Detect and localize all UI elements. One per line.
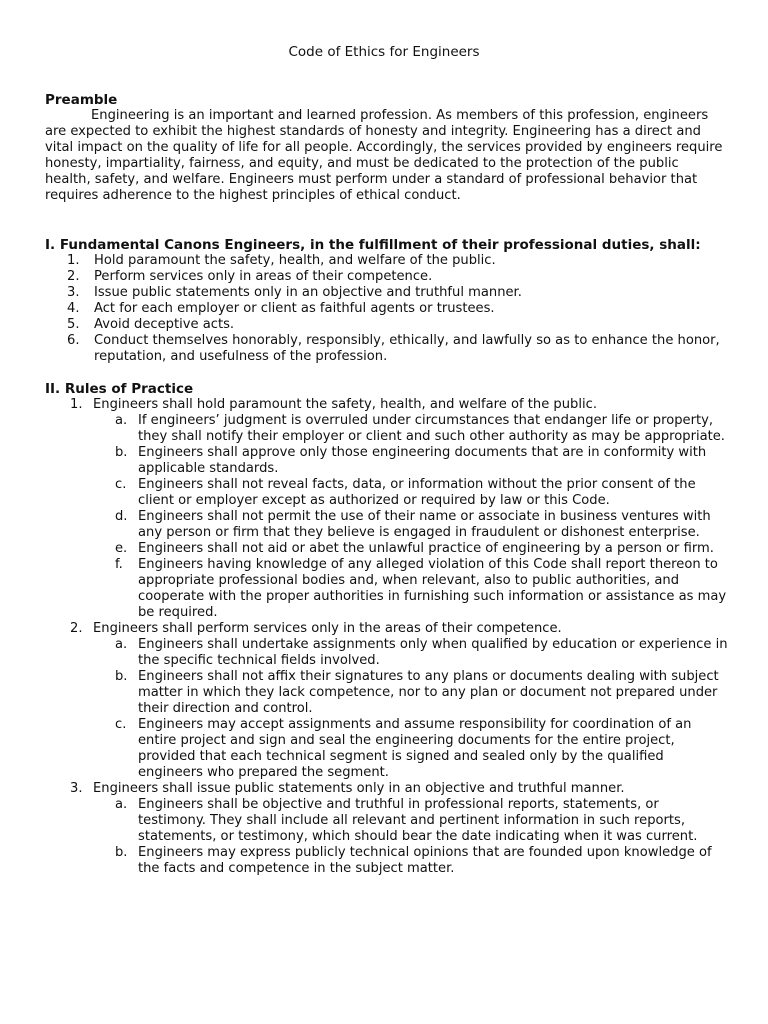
list-item: b. Engineers may express publicly technical opinions that are founded upon knowledge of the facts and competence in the subject matter. [115,845,712,876]
canons-heading: I. Fundamental Canons Engineers, in the fulfillment of their professional duties, shall: [45,237,701,253]
sub-list [115,797,728,877]
list-item: b. Engineers shall approve only those engineering documents that are in conformity with applicable standards. [115,445,707,476]
list-item: 1. Engineers shall hold paramount the safety, health, and welfare of the public. a. If engineers’ judgment is overruled under circumstances that endanger life or property, they shall notify their employer or client and such other authority as may be appropriate. b. Engineers shall approve only those engineering documents that are in conformity with applicable standards. c. Engineers shall not reveal facts, data, or information without the prior consent of the client or employer except as authorized or required by law or this Code. d. Engineers shall not permit the use of their name or associate in business ventures with any person or firm that they believe is engaged in fraudulent or dishonest enterprise. e. Engineers shall not aid or abet the unlawful practice of engineering by a person or firm. f. Engineers having knowledge of any alleged violation of this Code shall report thereon to appropriate professional bodies and, when relevant, also to public authorities, and cooperate with the proper authorities in furnishing such information or assistance as may be required. [70,397,727,620]
list-item: d. Engineers shall not permit the use of their name or associate in business ventures with any person or firm that they believe is engaged in fraudulent or dishonest enterprise. [115,509,711,540]
list-item: 3. Issue public statements only in an objective and truthful manner. [67,285,522,300]
preamble-text: Engineering is an important and learned profession. As members of this profession, engineers are expected to exhibit the highest standards of honesty and integrity. Engineering has a direct and vital impact on the quality of life for all people. Accordingly, the services provided by engineers require honesty, impartiality, fairness, and equity, and must be dedicated to the protection of the public health, safety, and welfare. Engineers must perform under a standard of professional behavior that requires adherence to the highest principles of ethical conduct. [45,108,723,203]
list-item: b. Engineers shall not affix their signatures to any plans or documents dealing with subject matter in which they lack competence, nor to any plan or document not prepared under their direction and control. [115,669,719,716]
list-item: c. Engineers shall not reveal facts, data, or information without the prior consent of the client or employer except as authorized or required by law or this Code. [115,477,696,508]
rules-section [45,381,728,877]
list-item: f. Engineers having knowledge of any alleged violation of this Code shall report thereon to appropriate professional bodies and, when relevant, also to public authorities, and cooperate with the proper authorities in furnishing such information or assistance as may be required. [115,557,727,620]
list-item: 2. Perform services only in areas of their competence. [67,269,433,284]
list-item: a. Engineers shall undertake assignments only when qualified by education or experience in the specific technical fields involved. [115,637,728,668]
document-title: Code of Ethics for Engineers [288,44,480,60]
list-item: c. Engineers may accept assignments and assume responsibility for coordination of an entire project and sign and seal the engineering documents for the entire project, provided that each technical segment is signed and sealed only by the qualified engineers who prepared the segment. [115,717,692,780]
list-item: 3. Engineers shall issue public statements only in an objective and truthful manner. a. Engineers shall be objective and truthful in professional reports, statements, or testimony. They shall include all relevant and pertinent information in such reports, statements, or testimony, which should bear the date indicating when it was current. b. Engineers may express publicly technical opinions that are founded upon knowledge of the facts and competence in the subject matter. [45,781,728,877]
canons-section [45,237,728,365]
sub-list [115,413,728,621]
list-item: e. Engineers shall not aid or abet the unlawful practice of engineering by a person or firm. [115,541,714,556]
list-item: a. Engineers shall be objective and truthful in professional reports, statements, or testimony. They shall include all relevant and pertinent information in such reports, statements, or testimony, which should bear the date indicating when it was current. [115,797,698,844]
canons-list [45,253,728,365]
rules-heading: II. Rules of Practice [45,381,194,397]
list-item: 2. Engineers shall perform services only in the areas of their competence. a. Engineers shall undertake assignments only when qualified by education or experience in the specific technical fields involved. b. Engineers shall not affix their signatures to any plans or documents dealing with subject matter in which they lack competence, nor to any plan or document not prepared under their direction and control. c. Engineers may accept assignments and assume responsibility for coordination of an entire project and sign and seal the engineering documents for the entire project, provided that each technical segment is signed and sealed only by the qualified engineers who prepared the segment. [70,621,728,780]
rules-list [45,397,728,877]
list-item: 5. Avoid deceptive acts. [67,317,235,332]
list-item: 4. Act for each employer or client as faithful agents or trustees. [67,301,495,316]
sub-list [115,637,728,781]
preamble-heading: Preamble [45,92,118,108]
list-item: 1. Hold paramount the safety, health, and welfare of the public. [67,253,496,268]
list-item: 6. Conduct themselves honorably, responsibly, ethically, and lawfully so as to enhance the honor, reputation, and usefulness of the profession. [67,333,720,364]
preamble-section [45,92,728,204]
list-item: a. If engineers’ judgment is overruled under circumstances that endanger life or property, they shall notify their employer or client and such other authority as may be appropriate. [115,413,725,444]
